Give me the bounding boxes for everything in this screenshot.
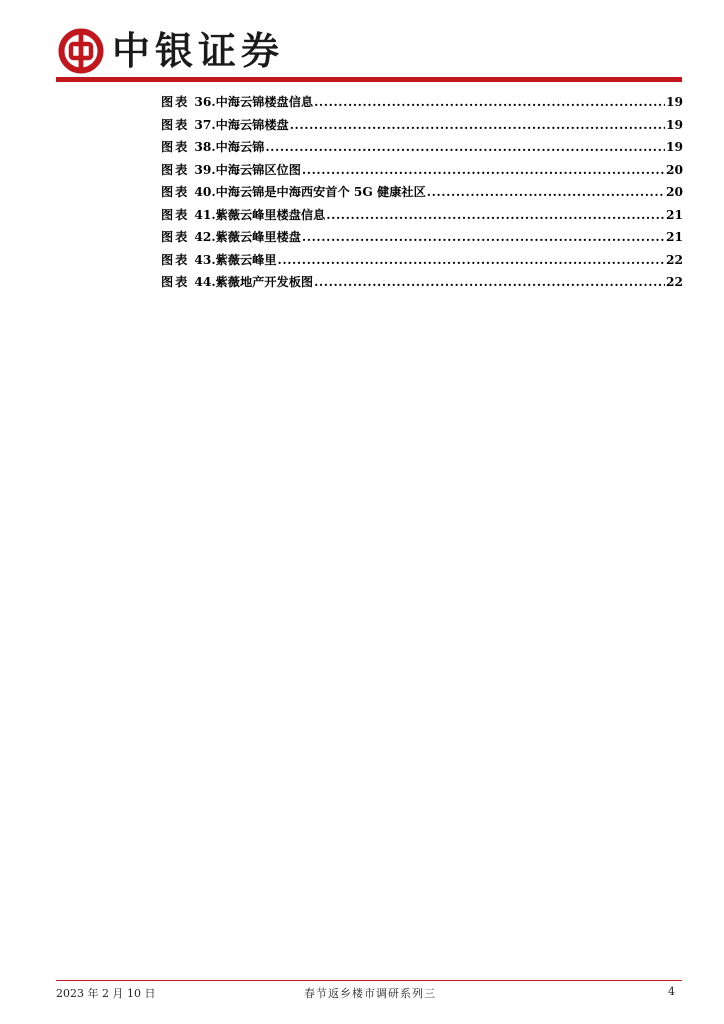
toc-entry[interactable]: [161, 206, 683, 229]
footer-divider: [56, 980, 682, 981]
toc-dot-leader: [314, 275, 665, 289]
toc-entry-prefix: 图表: [161, 252, 190, 267]
toc-dot-leader: [326, 208, 665, 222]
toc-entry[interactable]: [161, 138, 683, 161]
toc-entry-page: 21: [666, 230, 683, 244]
toc-entry-prefix: 图表: [161, 207, 190, 222]
toc-entry-page: 21: [666, 207, 683, 222]
toc-entry-title: 37.中海云锦楼盘: [194, 117, 289, 132]
toc-entry-page: 19: [666, 95, 683, 109]
toc-entry-title: 41.紫薇云峰里楼盘信息: [194, 207, 326, 222]
footer-series-title: 春节返乡楼市调研系列三: [304, 987, 436, 1000]
toc-entry[interactable]: [161, 228, 683, 251]
toc-entry-page: 22: [666, 275, 683, 289]
toc-entry-prefix: 图表: [161, 230, 190, 244]
footer-date: 2023 年 2 月 10 日: [56, 987, 156, 1000]
toc-dot-leader: [302, 163, 665, 177]
toc-entry[interactable]: [161, 251, 683, 274]
toc-entry[interactable]: [161, 161, 683, 184]
figure-index: [161, 93, 683, 296]
toc-entry-prefix: 图表: [161, 275, 190, 289]
toc-dot-leader: [302, 230, 665, 244]
toc-dot-leader: [290, 118, 665, 132]
toc-entry-title: 43.紫薇云峰里: [194, 252, 277, 267]
page-header: [0, 0, 724, 84]
toc-entry-title: 44.紫薇地产开发板图: [194, 275, 314, 289]
toc-entry-prefix: 图表: [161, 117, 190, 132]
toc-entry-prefix: 图表: [161, 162, 190, 177]
header-divider: [56, 77, 682, 82]
toc-entry[interactable]: [161, 93, 683, 116]
toc-entry[interactable]: [161, 183, 683, 206]
toc-entry-page: 19: [666, 140, 683, 154]
toc-entry-prefix: 图表: [161, 185, 190, 199]
toc-dot-leader: [427, 185, 665, 199]
toc-entry-title: 40.中海云锦是中海西安首个 5G 健康社区: [194, 185, 426, 199]
toc-entry-prefix: 图表: [161, 140, 190, 154]
toc-entry-prefix: 图表: [161, 95, 190, 109]
page-number: 4: [668, 985, 675, 998]
toc-entry-title: 36.中海云锦楼盘信息: [194, 95, 314, 109]
toc-dot-leader: [278, 253, 666, 267]
toc-entry-page: 20: [666, 185, 683, 199]
toc-dot-leader: [314, 95, 665, 109]
toc-entry[interactable]: [161, 273, 683, 296]
toc-entry[interactable]: [161, 116, 683, 139]
bank-of-china-logo-icon: [58, 28, 104, 74]
toc-entry-page: 22: [666, 252, 683, 267]
toc-entry-page: 20: [666, 162, 683, 177]
toc-entry-title: 42.紫薇云峰里楼盘: [194, 230, 301, 244]
toc-dot-leader: [265, 140, 665, 154]
toc-entry-page: 19: [666, 117, 683, 132]
toc-entry-title: 39.中海云锦区位图: [194, 162, 301, 177]
toc-entry-title: 38.中海云锦: [194, 140, 265, 154]
brand-name: 中银证券: [112, 29, 285, 73]
